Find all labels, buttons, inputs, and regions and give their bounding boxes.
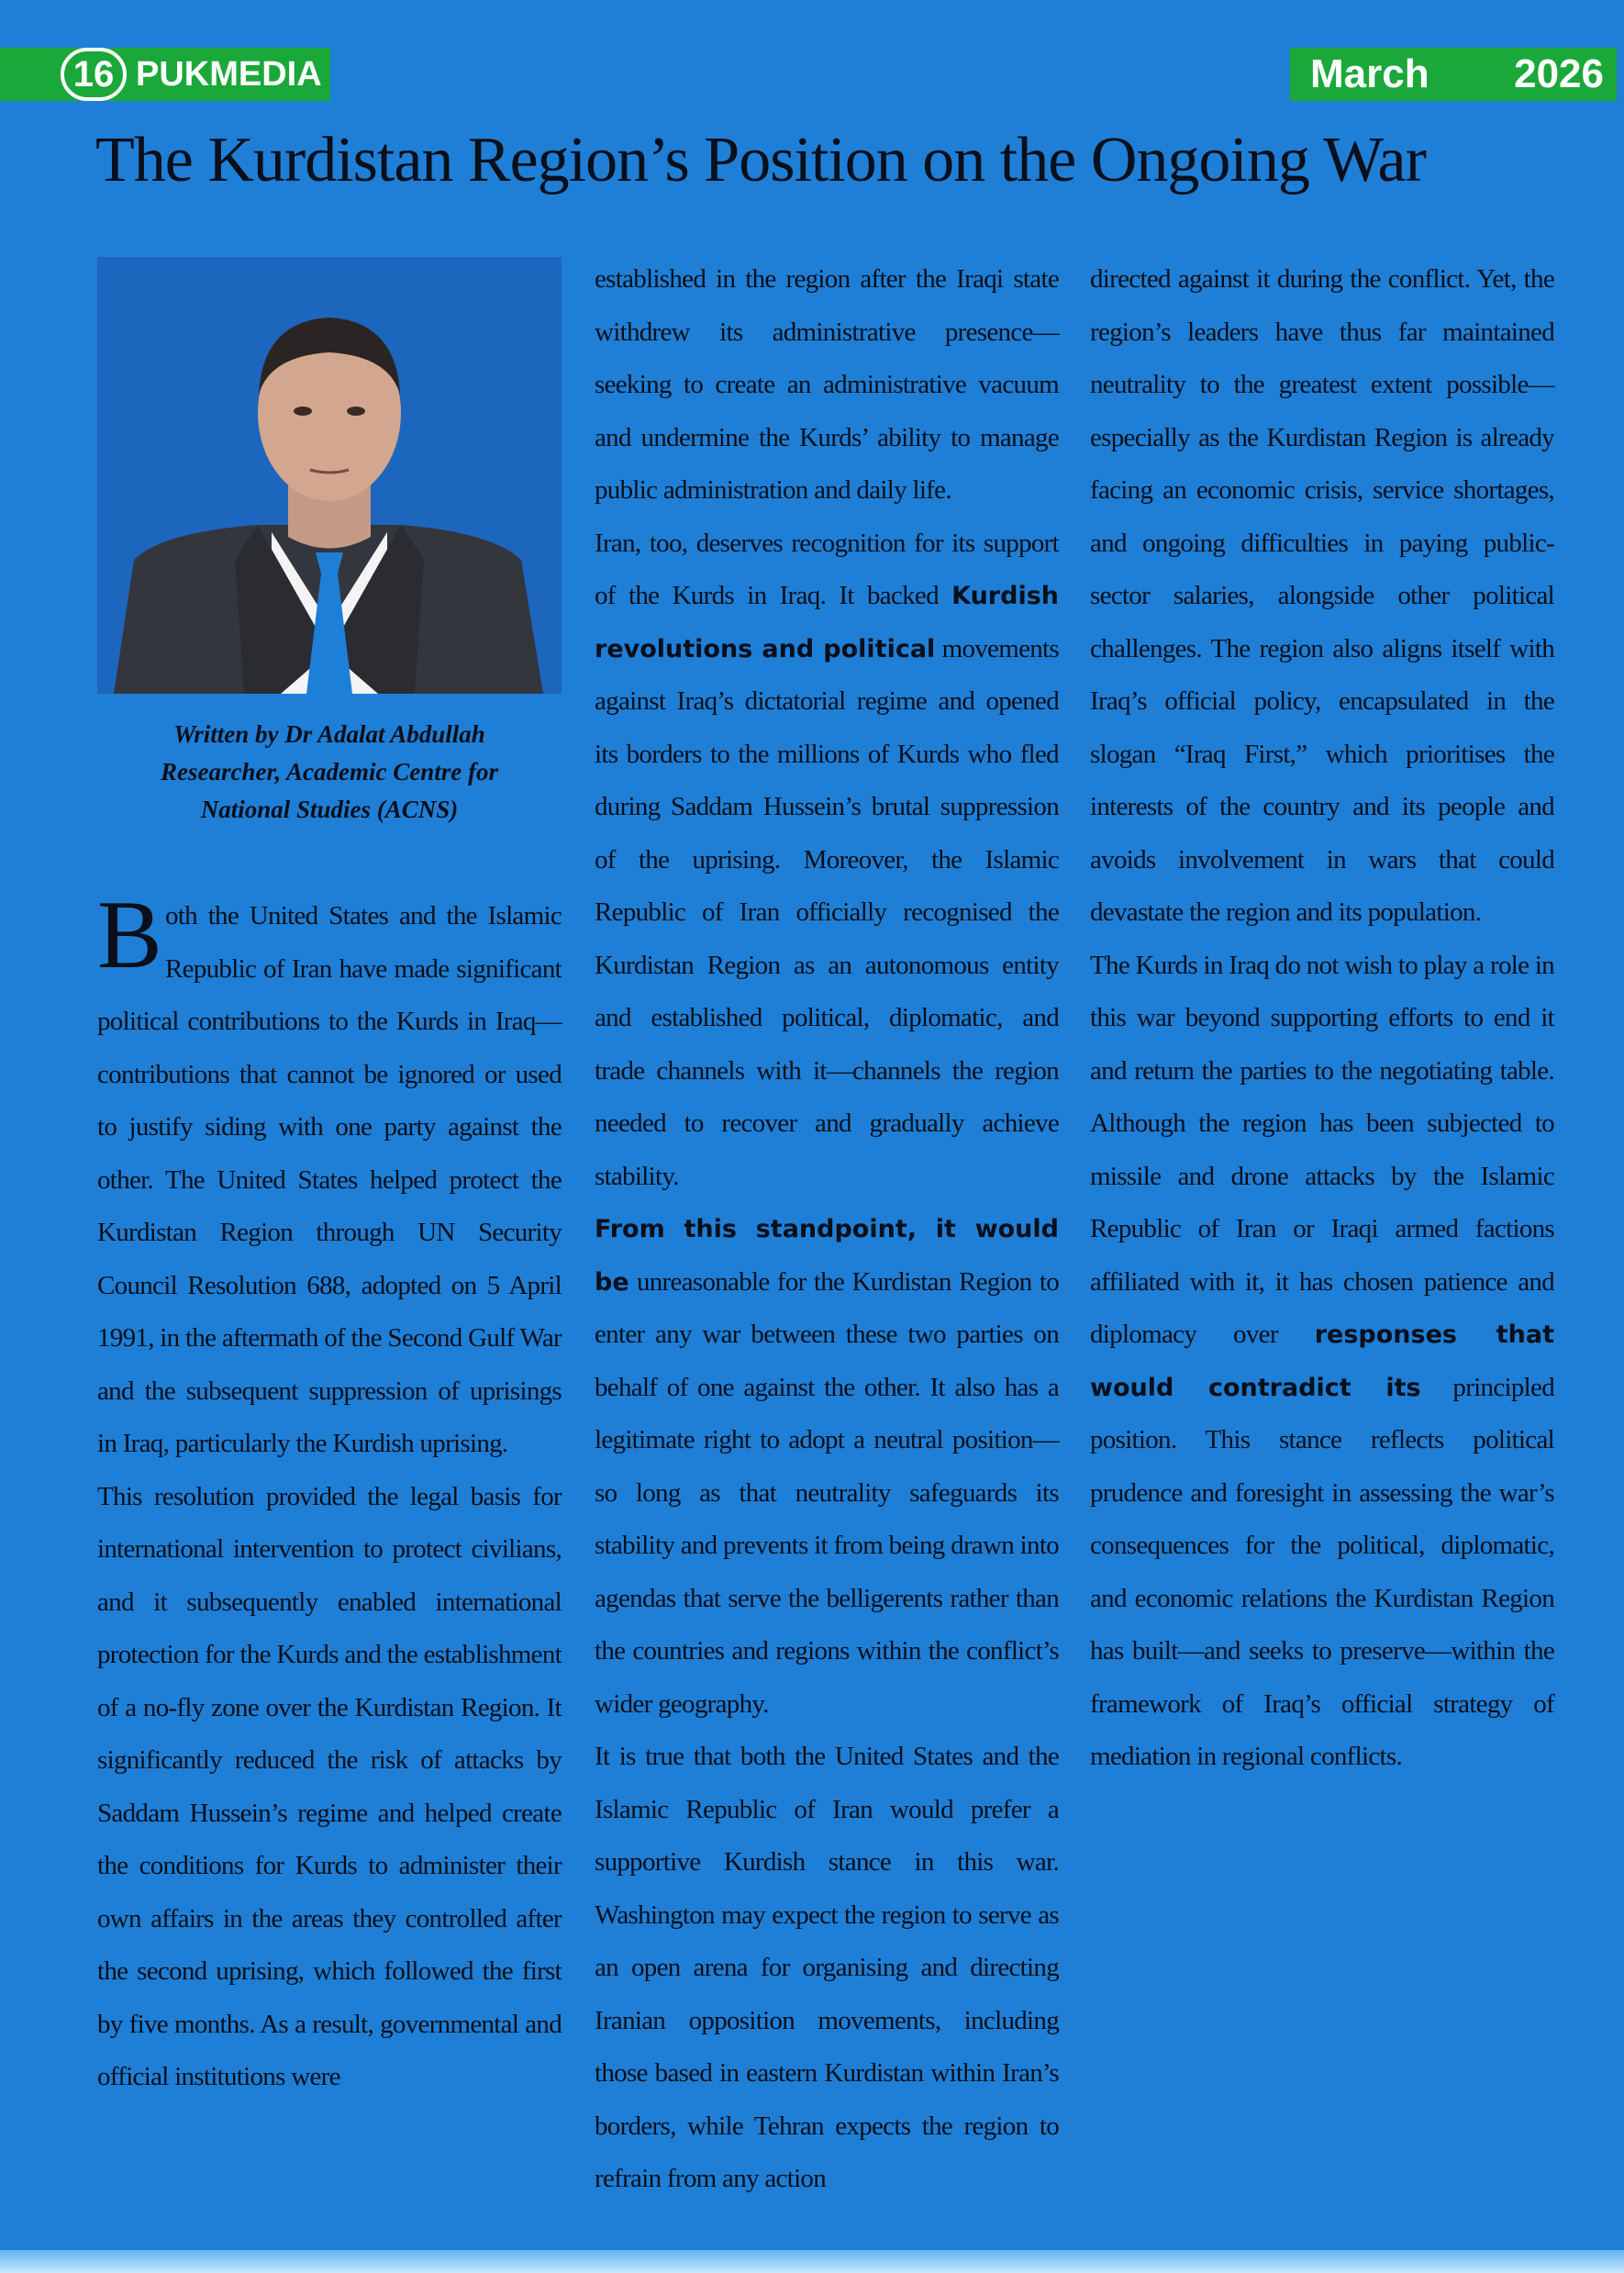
issue-date: [1290, 48, 1617, 101]
article-column-3: [1090, 253, 1554, 1784]
article-title: The Kurdistan Region’s Position on the Ongoing War: [95, 125, 1426, 195]
paragraph-text: The Kurds in Iraq do not wish to play a role in this war beyond supporting efforts to end it and return the parties to the negotiating table. Although the region has been subjected to missile and drone attacks by the Islamic Republic of Iran or Iraqi armed factions affiliated with it, it has chosen patience and diplomacy over: [1090, 950, 1554, 1349]
paragraph-text: principled position. This stance reflects political prudence and foresight in assessing the war’s consequences for the political, diplomatic, and economic relations the Kurdistan Region has built—and seeks to preserve—within the framework of Iraq’s official strategy of mediation in regional conflicts.: [1090, 1372, 1554, 1771]
paragraph-emphasis: Kurdish revolutions and political: [595, 582, 1059, 663]
byline-author: Written by Dr Adalat Abdullah: [173, 720, 485, 748]
publication-name: PUKMEDIA: [136, 55, 322, 94]
paragraph-emphasis: From this standpoint, it would be: [595, 1215, 1059, 1297]
paragraph: directed against it during the conflict. Yet, the region’s leaders have thus far maintained neutrality to the greatest extent possible—especially as the Kurdistan Region is already facing an economic crisis, service shortages, and ongoing difficulties in paying public-sector salaries, alongside other political challenges. The region also aligns itself with Iraq’s official policy, encapsulated in the slogan “Iraq First,” which prioritises the interests of the country and its people and avoids involvement in wars that could devastate the region and its population.: [1090, 264, 1554, 927]
issue-year: 2026: [1514, 51, 1604, 96]
author-byline: [97, 716, 562, 829]
paragraph-text: oth the United States and the Islamic Republic of Iran have made significant political contributions to the Kurds in Iraq—contributions that cannot be ignored or used to justify siding with one party against the other. The United States helped protect the Kurdistan Region through UN Security Council Resolution 688, adopted on 5 April 1991, in the aftermath of the Second Gulf War and the subsequent suppression of uprisings in Iraq, particularly the Kurdish uprising.: [97, 901, 562, 1458]
byline-title: Researcher, Academic Centre for: [161, 758, 498, 786]
paragraph-text: unreasonable for the Kurdistan Region to enter any war between these two parties on behalf of one against the other. It also has a legitimate right to adopt a neutral position—so long as that neutrality safeguards its stability and prevents it from being drawn into agendas that serve the belligerents rather than the countries and regions within the conflict’s wider geography.: [595, 1266, 1059, 1719]
paragraph-emphasis: responses that would contradict its: [1090, 1320, 1555, 1402]
paragraph-text: Iran, too, deserves recognition for its support of the Kurds in Iraq. It backed: [595, 528, 1059, 610]
author-photo: [97, 257, 562, 694]
bottom-decorative-strip: [0, 2250, 1624, 2273]
paragraph: [595, 1203, 1059, 1731]
paragraph-text: movements against Iraq’s dictatorial regime and opened its borders to the millions of Kurds who fled during Saddam Hussein’s brutal suppression of the uprising. Moreover, the Islamic Republic of Iran officially recognised the Kurdistan Region as an autonomous entity and established political, diplomatic, and trade channels with it—channels the region needed to recover and gradually achieve stability.: [595, 633, 1059, 1191]
paragraph: This resolution provided the legal basis for international intervention to protect civilians, and it subsequently enabled international protection for the Kurds and the establishment of a no-fly zone over the Kurdistan Region. It significantly reduced the risk of attacks by Saddam Hussein’s regime and helped create the conditions for Kurds to administer their own affairs in the areas they controlled after the second uprising, which followed the first by five months. As a result, governmental and official institutions were: [97, 1481, 562, 2091]
paragraph: established in the region after the Iraqi state withdrew its administrative presence—seeking to create an administrative vacuum and undermine the Kurds’ ability to manage public administration and daily life.: [595, 264, 1059, 505]
article-column-1: [97, 881, 562, 2104]
article-column-2: [595, 253, 1059, 2206]
page-number: 16: [61, 48, 127, 101]
byline-institution: National Studies (ACNS): [200, 796, 459, 823]
drop-cap: B: [97, 881, 162, 988]
paragraph: [595, 518, 1059, 1204]
paragraph: It is true that both the United States and the Islamic Republic of Iran would prefer a supportive Kurdish stance in this war. Washington may expect the region to serve as an open arena for organising and directing Iranian opposition movements, including those based in eastern Kurdistan within Iran’s borders, while Tehran expects the region to refrain from any action: [595, 1742, 1059, 2193]
issue-month: March: [1310, 51, 1429, 96]
paragraph: [1090, 940, 1554, 1784]
paragraph: [97, 881, 562, 1471]
